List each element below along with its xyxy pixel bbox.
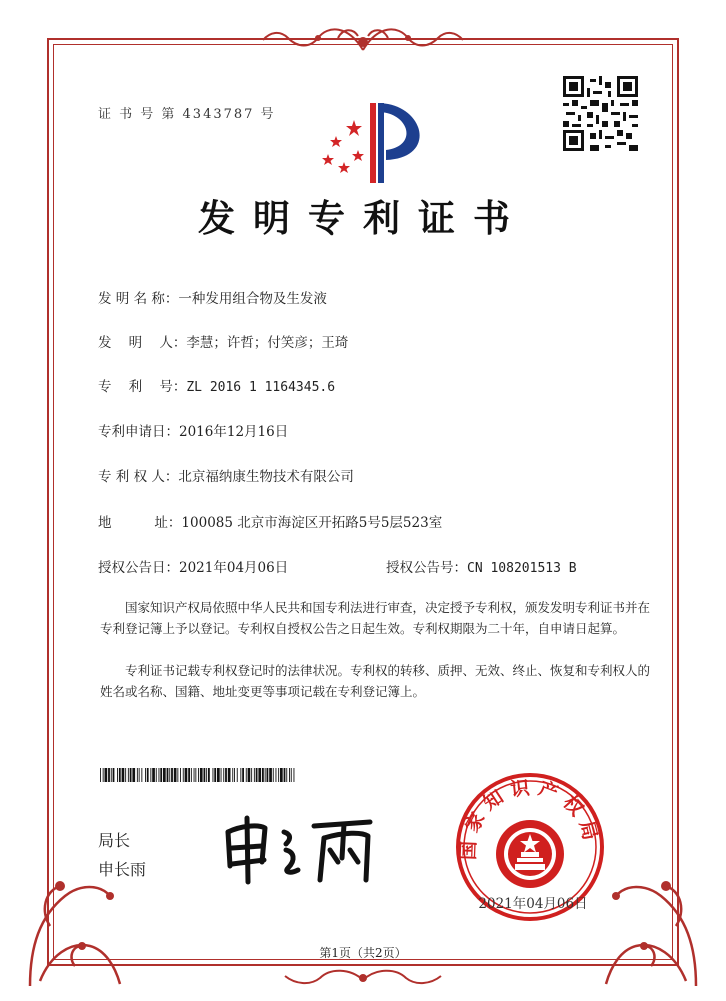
seal-date: 2021年04月06日 bbox=[478, 896, 588, 912]
field-label: 发 明 人： bbox=[98, 335, 187, 351]
bottom-center-ornament-icon bbox=[280, 966, 446, 988]
signatory-name: 申长雨 bbox=[98, 860, 147, 879]
certificate-title: 发明专利证书 bbox=[198, 196, 528, 240]
bottom-left-ornament-icon bbox=[20, 866, 130, 991]
field-value: 2016年12月16日 bbox=[179, 424, 289, 440]
field-value: 100085 北京市海淀区开拓路5号5层523室 bbox=[181, 515, 443, 531]
field-label: 专利申请日： bbox=[98, 424, 179, 440]
field-grant-number bbox=[386, 556, 577, 576]
field-grant-date bbox=[98, 556, 288, 576]
field-value: 李慧；许哲；付笑彦；王琦 bbox=[186, 335, 349, 351]
signatory-title: 局长 bbox=[98, 831, 131, 850]
field-invention-name bbox=[98, 287, 327, 307]
field-address bbox=[98, 511, 442, 531]
field-value: ZL 2016 1 1164345.6 bbox=[186, 380, 336, 395]
field-value: 一种发用组合物及生发液 bbox=[178, 291, 327, 307]
qr-code-icon bbox=[563, 76, 638, 151]
field-value: CN 108201513 B bbox=[467, 561, 577, 576]
field-label: 地 址： bbox=[98, 515, 182, 531]
body-paragraph-1: 国家知识产权局依照中华人民共和国专利法进行审查，决定授予专利权，颁发发明专利证书并在专利登记簿上予以登记。专利权自授权公告之日起生效。专利权期限为二十年，自申请日起算。 bbox=[100, 600, 651, 636]
field-value: 2021年04月06日 bbox=[179, 560, 289, 576]
certificate-number: 证 书 号 第 4343787 号 bbox=[98, 107, 276, 122]
field-label: 专 利 权 人： bbox=[98, 469, 179, 485]
body-paragraph-2: 专利证书记载专利权登记时的法律状况。专利权的转移、质押、无效、终止、恢复和专利权人的姓名或名称、国籍、地址变更等事项记载在专利登记簿上。 bbox=[100, 663, 651, 699]
handwritten-signature bbox=[220, 810, 385, 890]
field-inventors bbox=[98, 331, 348, 351]
page-number: 第1页（共2页） bbox=[319, 946, 407, 960]
field-label: 授权公告号： bbox=[386, 560, 467, 576]
field-patentee bbox=[98, 465, 354, 485]
field-application-date bbox=[98, 420, 288, 440]
field-label: 发 明 名 称： bbox=[98, 291, 179, 307]
field-value: 北京福纳康生物技术有限公司 bbox=[178, 469, 354, 485]
field-patent-number bbox=[98, 375, 335, 395]
field-label: 专 利 号： bbox=[98, 379, 187, 395]
seal-text: 国家知识产权局 bbox=[457, 776, 603, 861]
top-ornament-icon bbox=[258, 20, 468, 60]
cnipa-logo-icon bbox=[314, 98, 434, 188]
barcode-icon bbox=[100, 768, 295, 782]
bottom-right-ornament-icon bbox=[596, 866, 706, 991]
field-label: 授权公告日： bbox=[98, 560, 179, 576]
